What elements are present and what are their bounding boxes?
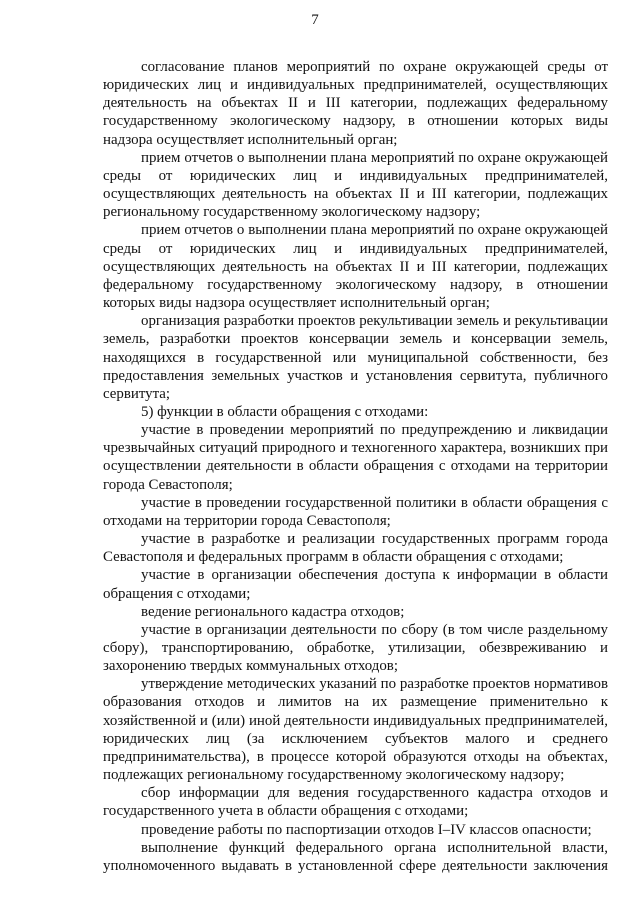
paragraph-report-regional: прием отчетов о выполнении плана мероприятий по охране окружающей среды от юридических лиц и индивидуальных предпринимателей, осуществляющих деятельность на объектах II и III категории, подлежащих региональному государственному экологическому надзору;: [103, 149, 608, 221]
paragraph-waste-certification: проведение работы по паспортизации отходов I–IV классов опасности;: [141, 821, 592, 838]
paragraph-waste-functions-heading: 5) функции в области обращения с отходами:: [141, 403, 429, 420]
paragraph-waste-cadastre: ведение регионального кадастра отходов;: [141, 603, 405, 620]
paragraph-state-programs: участие в разработке и реализации государственных программ города Севастополя и федеральных программ в области обращения с отходами;: [103, 531, 608, 566]
paragraph-federal-functions: выполнение функций федерального органа исполнительной власти, уполномоченного выдавать в установленной сфере деятельности заключения: [103, 839, 608, 874]
paragraph-state-policy: участие в проведении государственной политики в области обращения с отходами на территории города Севастополя;: [103, 494, 608, 529]
paragraph-plan-approval: согласование планов мероприятий по охране окружающей среды от юридических лиц и индивидуальных предпринимателей, осуществляющих деятельность на объектах II и III категории, подлежащих федеральному государственному экологическому надзору, в отношении которых виды надзора осуществляет исполнительный орган;: [103, 59, 608, 148]
paragraph-waste-collection: участие в организации деятельности по сбору (в том числе раздельному сбору), транспортированию, обработке, утилизации, обезвреживанию и захоронению твердых коммунальных отходов;: [103, 621, 608, 675]
paragraph-report-federal: прием отчетов о выполнении плана мероприятий по охране окружающей среды от юридических лиц и индивидуальных предпринимателей, осуществляющих деятельность на объектах II и III категории, подлежащих федеральному государственному экологическому надзору, в отношении которых виды надзора осуществляет исполнительный орган;: [103, 222, 608, 312]
document-body: [103, 58, 608, 875]
paragraph-information-collection: сбор информации для ведения государственного кадастра отходов и государственного учета в области обращения с отходами;: [103, 785, 608, 820]
paragraph-information-access: участие в организации обеспечения доступа к информации в области обращения с отходами;: [103, 567, 608, 602]
paragraph-land-recultivation: организация разработки проектов рекультивации земель и рекультивации земель, разработки проектов консервации земель и консервации земель, находящихся в государственной или муниципальной собственности, без предоставления земельных участков и установления сервитута, публичного сервитута;: [103, 313, 608, 402]
paragraph-emergency-participation: участие в проведении мероприятий по предупреждению и ликвидации чрезвычайных ситуаций природного и техногенного характера, возникших при осуществлении деятельности в области обращения с отходами на территории города Севастополя;: [103, 422, 608, 493]
page-number: 7: [311, 12, 319, 28]
paragraph-methodical-guidelines: утверждение методических указаний по разработке проектов нормативов образования отходов и лимитов на их размещение применительно к хозяйственной и (или) иной деятельности индивидуальных предпринимателей, юридических лиц (за исключением субъектов малого и среднего предпринимательства), в процессе которой образуются отходы на объектах, подлежащих региональному государственному экологическому надзору;: [103, 676, 608, 784]
